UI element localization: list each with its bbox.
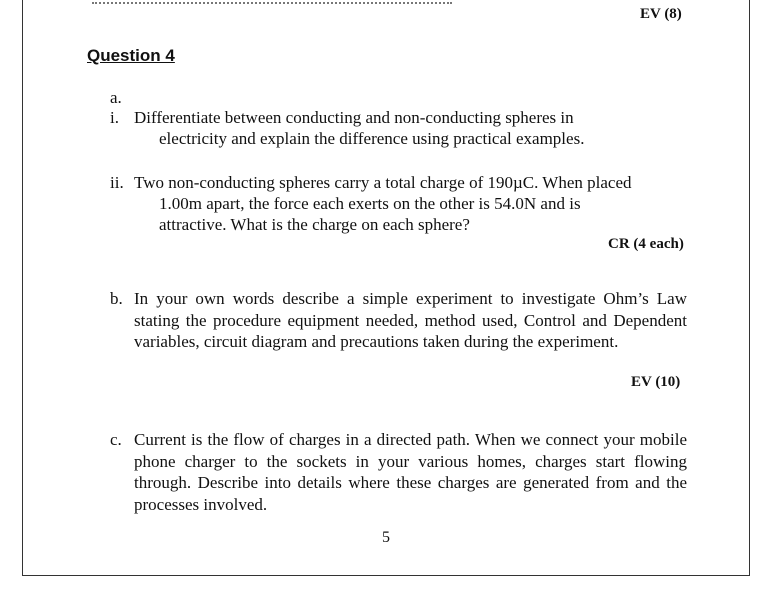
ev8-mark: EV (8): [640, 6, 682, 22]
part-a-ii-marker: ii.: [110, 173, 124, 192]
part-a-ii-line3: attractive. What is the charge on each sphere?: [159, 215, 470, 234]
part-b-text: In your own words describe a simple experiment to investigate Ohm’s Law stating the procedure equipment needed, method used, Control and Dependent variables, circuit diagram and precautions taken during the experiment.: [134, 289, 687, 351]
cr-mark: CR (4 each): [608, 236, 684, 252]
part-a-label: a.: [110, 88, 122, 107]
ev10-mark: EV (10): [631, 374, 681, 390]
part-a-ii-line2: 1.00m apart, the force each exerts on the other is 54.0N and is: [159, 194, 581, 213]
question-title: Question 4: [87, 46, 175, 65]
part-a-i-line1: Differentiate between conducting and non-conducting spheres in: [134, 108, 574, 127]
part-a-i-marker: i.: [110, 108, 119, 127]
part-a-i-line2: electricity and explain the difference using practical examples.: [159, 129, 585, 148]
page-number: 5: [382, 529, 390, 546]
part-a-ii-line1: Two non-conducting spheres carry a total charge of 190µC. When placed: [134, 173, 632, 192]
part-c-marker: c.: [110, 430, 122, 449]
part-b-marker: b.: [110, 289, 123, 308]
part-c-text: Current is the flow of charges in a directed path. When we connect your mobile phone charger to the sockets in your various homes, charges start flowing through. Describe into details where these charges are generated from and the processes involved.: [134, 430, 687, 514]
cut-off-previous-line: [92, 0, 452, 4]
